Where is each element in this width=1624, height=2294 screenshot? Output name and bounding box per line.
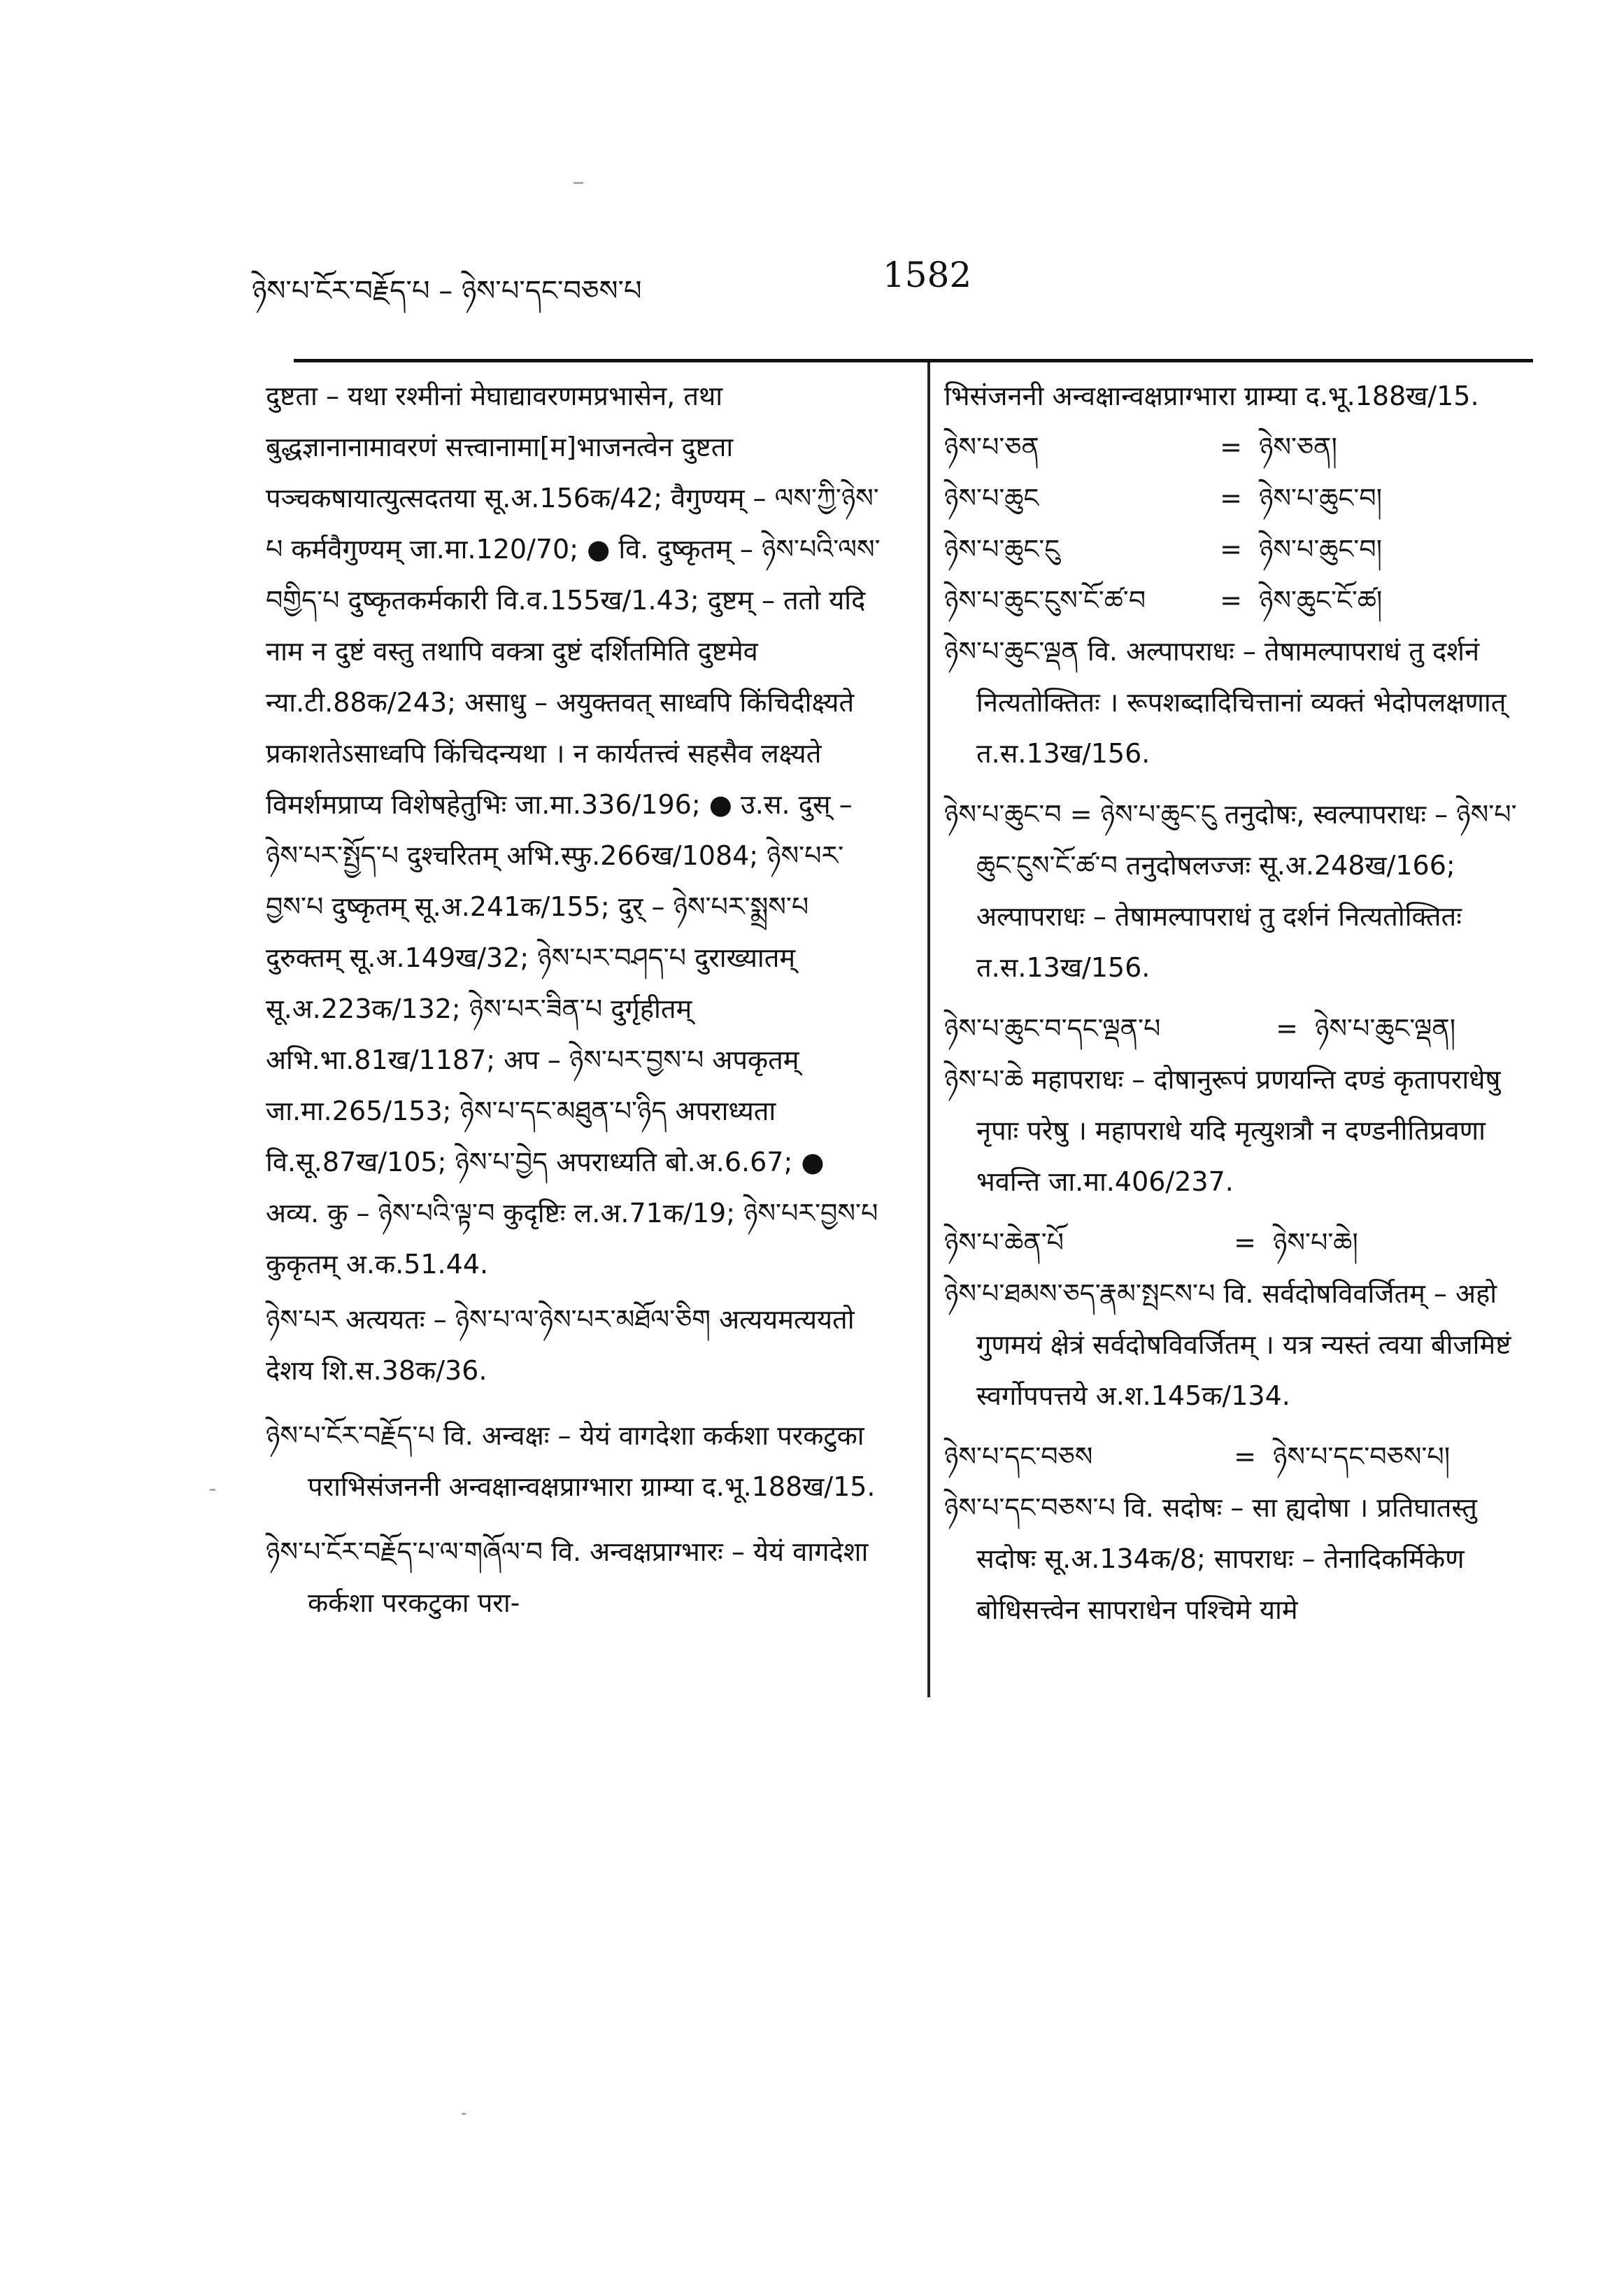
running-header: ཉེས་པ་ངོར་བརྗོད་པ – ཉེས་པ་དང་བཅས་པ (252, 275, 642, 307)
xref-equals: = (1276, 1013, 1298, 1044)
xref-equals: = (1220, 585, 1242, 616)
xref-equals: = (1234, 1441, 1256, 1472)
xref-row (944, 422, 1533, 473)
xref-term: ཉེས་པ་ཆུང (944, 483, 1039, 514)
xref-equals: = (1220, 534, 1242, 565)
xref-target: ཉེས་པ་ཆུང་བ། (1259, 483, 1383, 514)
xref-row (944, 524, 1533, 575)
xref-target: ཉེས་པ་ཆེ། (1273, 1227, 1358, 1258)
xref-term: ཉེས་པ་ཆུང་བ་དང་ལྡན་པ (944, 1013, 1161, 1044)
xref-row (944, 1003, 1533, 1054)
xref-row (944, 575, 1533, 626)
entry-tanudosha: ཉེས་པ་ཆུང་བ = ཉེས་པ་ཆུང་ངུ तनुदोषः, स्वल्पापराधः – ཉེས་པ་ཆུང་ངུས་ངོ་ཚ་བ तनुदोषलज्जः सू.अ.248ख/166; अल्पापराधः – तेषामल्पापराधं तु दर्शनं नित्यतोक्तितः त.स.13ख/156. (944, 799, 1517, 983)
xref-equals: = (1234, 1227, 1256, 1258)
entry-nyes-par: ཉེས་པར अत्ययतः – ཉེས་པ་ལ་ཉེས་པར་མཐོལ་ཅིག अत्ययमत्ययतो देशय शि.स.38क/36. (266, 1304, 855, 1386)
xref-term: ཉེས་པ་དང་བཅས (944, 1441, 1093, 1472)
xref-equals: = (1220, 432, 1242, 462)
xref-term: ཉེས་པ་ཆུང་ངུས་ངོ་ཚ་བ (944, 585, 1146, 616)
column-divider (927, 362, 930, 1697)
scan-speck (210, 1489, 215, 1491)
xref-row (944, 1217, 1533, 1268)
xref-term: ཉེས་པ་ཆུང་ངུ (944, 534, 1060, 565)
xref-term: ཉེས་པ་ཆེན་པོ (944, 1227, 1064, 1258)
xref-target: ཉེས་པ་ཆུང་ལྡན། (1315, 1013, 1456, 1044)
entry-continuation-right: भिसंजननी अन्वक्षान्वक्षप्राग्भारा ग्राम्या द.भू.188ख/15. (944, 381, 1479, 411)
entry-mahaparadha: ཉེས་པ་ཆེ महापराधः – दोषानुरूपं प्रणयन्ति दण्डं कृतापराधेषु नृपाः परेषु । महापराधे यदि मृत्युशत्रौ न दण्डनीतिप्रवणा भवन्ति जा.मा.406/237. (944, 1064, 1501, 1197)
scan-speck (462, 2113, 466, 2115)
right-column (944, 371, 1533, 1645)
xref-equals: = (1220, 483, 1242, 514)
header-rule (294, 359, 1533, 362)
entry-anvaksha-pragbhara: ཉེས་པ་ངོར་བརྗོད་པ་ལ་གཞོལ་བ वि. अन्वक्षप्राग्भारः – येयं वागदेशा कर्कशा परकटुका परा- (266, 1536, 869, 1618)
xref-target: ཉེས་པ་དང་བཅས་པ། (1273, 1441, 1451, 1472)
entry-alpaparadha: ཉེས་པ་ཆུང་ལྡན वि. अल्पापराधः – तेषामल्पापराधं तु दर्शनं नित्यतोक्तितः । रूपशब्दादिचित्तानां व्यक्तं भेदोपलक्षणात् त.स.13ख/156. (944, 636, 1507, 769)
entry-sadosha: ཉེས་པ་དང་བཅས་པ वि. सदोषः – सा ह्यदोषा । प्रतिघातस्तु सदोषः सू.अ.134क/8; सापराधः – तेनादिकर्मिकेण बोधिसत्त्वेन सापराधेन पश्चिमे यामे (944, 1492, 1477, 1625)
entry-sarvadosha: ཉེས་པ་ཐམས་ཅད་རྣམ་སྤངས་པ वि. सर्वदोषविवर्जितम् – अहो गुणमयं क्षेत्रं सर्वदोषविवर्जितम् । यत्र न्यस्तं त्वया बीजमिष्टं स्वर्गोपपत्तये अ.श.145क/134. (944, 1278, 1511, 1411)
page-number: 1582 (883, 255, 972, 295)
xref-target: ཉེས་པ་ཆུང་བ། (1259, 534, 1383, 565)
xref-term: ཉེས་པ་ཅན (944, 432, 1039, 462)
xref-target: ཉེས་ཅན། (1259, 432, 1337, 462)
xref-target: ཉེས་ཆུང་ངོ་ཚ། (1259, 585, 1383, 616)
entry-continuation: दुष्टता – यथा रश्मीनां मेघाद्यावरणमप्रभासेन, तथा बुद्धज्ञानानामावरणं सत्त्वानामा[म]भाजनत्वेन दुष्टता पञ्चकषायात्युत्सदतया सू.अ.156क/42; वैगुण्यम् – ལས་ཀྱི་ཉེས་པ कर्मवैगुण्यम् जा.मा.120/70; ● वि. दुष्कृतम् – ཉེས་པའི་ལས་བགྱིད་པ दुष्कृतकर्मकारी वि.व.155ख/1.43; दुष्टम् – ततो यदि नाम न दुष्टं वस्तु तथापि वक्त्रा दुष्टं दर्शितमिति दुष्टमेव न्या.टी.88क/243; असाधु – अयुक्तवत् साध्वपि किंचिदीक्ष्यते प्रकाशतेऽसाध्वपि किंचिदन्यथा । न कार्यतत्त्वं सहसैव लक्ष्यते विमर्शमप्राप्य विशेषहेतुभिः जा.मा.336/196; ● उ.स. दुस् – ཉེས་པར་སྤྱོད་པ दुश्चरितम् अभि.स्फु.266ख/1084; ཉེས་པར་བྱས་པ दुष्कृतम् सू.अ.241क/155; दुर् – ཉེས་པར་སྨྲས་པ दुरुक्तम् सू.अ.149ख/32; ཉེས་པར་བཤད་པ दुराख्यातम् सू.अ.223क/132; ཉེས་པར་ཟིན་པ दुर्गृहीतम् अभि.भा.81ख/1187; अप – ཉེས་པར་བྱས་པ अपकृतम् जा.मा.265/153; ཉེས་པ་དང་མཐུན་པ་ཉིད अपराध्यता वि.सू.87ख/105; ཉེས་པ་བྱེད अपराध्यति बो.अ.6.67; ● अव्य. कु – ཉེས་པའི་ལྟ་བ कुदृष्टिः ल.अ.71क/19; ཉེས་པར་བྱས་པ कुकृतम् अ.क.51.44. (266, 381, 881, 1280)
xref-row (944, 1431, 1533, 1482)
xref-row (944, 473, 1533, 524)
scan-speck (574, 182, 583, 184)
left-column (266, 371, 881, 1629)
entry-anvaksha: ཉེས་པ་ངོར་བརྗོད་པ वि. अन्वक्षः – येयं वागदेशा कर्कशा परकटुका पराभिसंजननी अन्वक्षान्वक्षप्राग्भारा ग्राम्या द.भू.188ख/15. (266, 1420, 876, 1502)
